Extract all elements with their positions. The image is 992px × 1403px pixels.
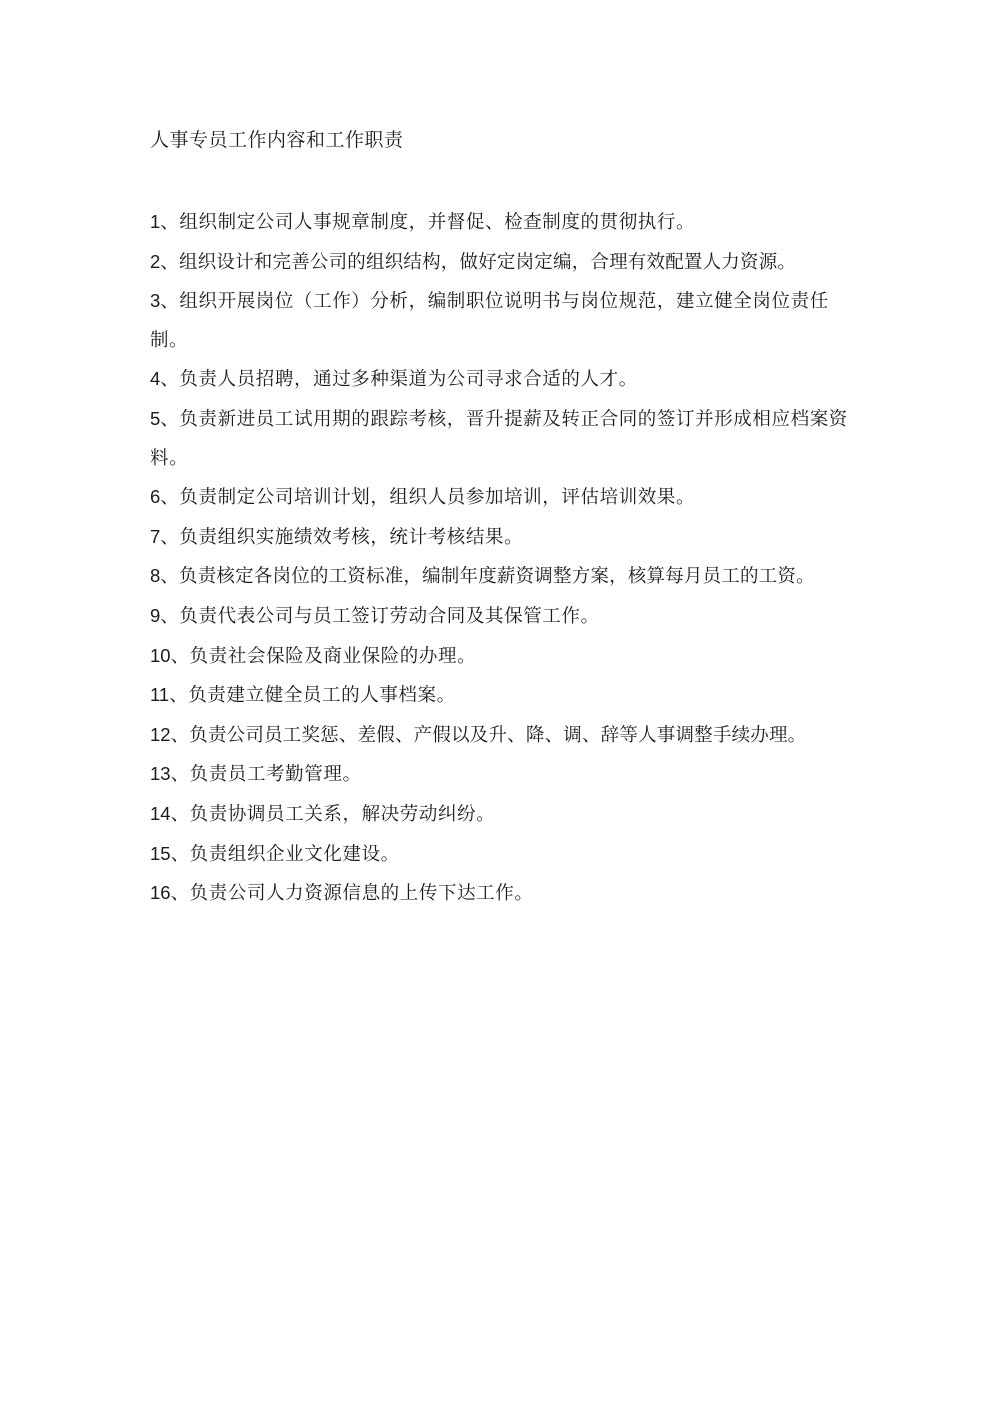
duty-text: 、组织设计和完善公司的组织结构，做好定岗定编，合理有效配置人力资源。 xyxy=(160,251,797,273)
duty-item-13 xyxy=(150,755,850,795)
duty-text: 、负责公司员工奖惩、差假、产假以及升、降、调、辞等人事调整手续办理。 xyxy=(170,724,807,746)
duty-text: 、负责协调员工关系，解决劳动纠纷。 xyxy=(170,803,496,825)
duty-text: 、负责人员招聘，通过多种渠道为公司寻求合适的人才。 xyxy=(160,369,638,391)
duty-item-9 xyxy=(150,597,850,637)
duty-number: 13 xyxy=(150,763,171,785)
duty-number: 6 xyxy=(150,486,161,508)
duty-item-2 xyxy=(150,243,850,283)
duty-number: 2 xyxy=(150,250,161,272)
duty-item-12 xyxy=(150,716,850,756)
duty-number: 1 xyxy=(150,211,161,232)
duty-text: 、组织开展岗位（工作）分析，编制职位说明书与岗位规范，建立健全岗位责任制。 xyxy=(150,291,829,351)
duty-number: 7 xyxy=(150,525,161,547)
duty-item-15 xyxy=(150,835,850,875)
duty-item-1 xyxy=(150,203,850,243)
duty-number: 14 xyxy=(150,802,171,824)
duty-text: 、负责员工考勤管理。 xyxy=(170,764,362,786)
duty-item-10 xyxy=(150,637,850,677)
duty-number: 8 xyxy=(150,565,161,587)
duty-text: 、负责组织实施绩效考核，统计考核结果。 xyxy=(160,526,524,548)
duty-item-7 xyxy=(150,518,850,558)
duty-item-16 xyxy=(150,874,850,914)
duty-number: 5 xyxy=(150,407,161,429)
duty-text: 、组织制定公司人事规章制度，并督促、检查制度的贯彻执行。 xyxy=(160,212,696,233)
duty-number: 12 xyxy=(150,723,171,745)
duty-number: 3 xyxy=(150,290,161,312)
duty-text: 、负责社会保险及商业保险的办理。 xyxy=(170,645,477,667)
duty-text: 、负责组织企业文化建设。 xyxy=(170,843,400,865)
duty-item-14 xyxy=(150,795,850,835)
duty-number: 4 xyxy=(150,368,161,390)
duty-item-6 xyxy=(150,478,850,518)
duty-number: 10 xyxy=(150,644,171,666)
duty-list xyxy=(150,203,850,914)
duty-text: 、负责核定各岗位的工资标准，编制年度薪资调整方案，核算每月员工的工资。 xyxy=(160,566,815,588)
duty-item-8 xyxy=(150,557,850,597)
duty-item-5 xyxy=(150,400,850,478)
duty-text: 、负责建立健全员工的人事档案。 xyxy=(169,685,456,707)
duty-number: 15 xyxy=(150,842,171,864)
duty-item-4 xyxy=(150,360,850,400)
duty-text: 、负责制定公司培训计划，组织人员参加培训，评估培训效果。 xyxy=(160,487,696,509)
duty-number: 11 xyxy=(150,684,170,706)
duty-text: 、负责公司人力资源信息的上传下达工作。 xyxy=(170,883,534,905)
duty-item-3 xyxy=(150,282,850,360)
duty-number: 16 xyxy=(150,882,171,904)
page-title: 人事专员工作内容和工作职责 xyxy=(150,129,404,151)
duty-number: 9 xyxy=(150,604,161,626)
duty-text: 、负责代表公司与员工签订劳动合同及其保管工作。 xyxy=(160,605,600,627)
duty-text: 、负责新进员工试用期的跟踪考核，晋升提薪及转正合同的签订并形成相应档案资料。 xyxy=(150,408,848,469)
duty-item-11 xyxy=(150,676,850,716)
